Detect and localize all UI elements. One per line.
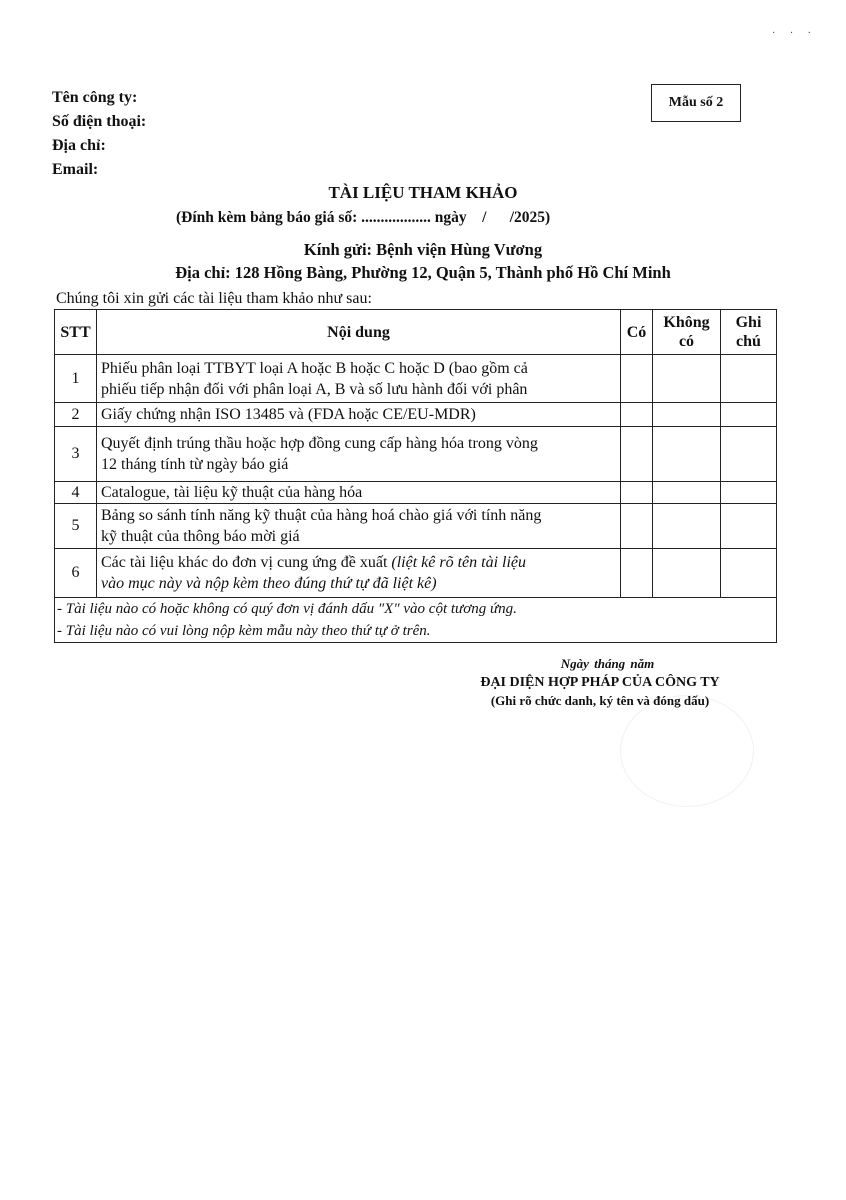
yes-checkbox-cell[interactable] [621, 427, 653, 482]
row-stt: 5 [55, 504, 97, 549]
note-cell[interactable] [721, 427, 777, 482]
header-content: Nội dung [97, 310, 621, 355]
header-yes: Có [621, 310, 653, 355]
yes-checkbox-cell[interactable] [621, 549, 653, 598]
row-content [97, 504, 621, 549]
table-row [55, 482, 777, 504]
table-note-row [55, 598, 777, 621]
intro-text: Chúng tôi xin gửi các tài liệu tham khảo như sau: [56, 290, 372, 307]
row-stt: 3 [55, 427, 97, 482]
no-checkbox-cell[interactable] [653, 549, 721, 598]
header-no-line2: có [678, 333, 695, 350]
scan-corner-marks: · · · [772, 28, 817, 39]
no-checkbox-cell[interactable] [653, 427, 721, 482]
table-note-2: - Tài liệu nào có vui lòng nộp kèm mẫu này theo thứ tự ở trên. [55, 620, 777, 643]
row-content-line1: Bảng so sánh tính năng kỹ thuật của hàng hoá chào giá với tính năng [101, 507, 542, 524]
yes-checkbox-cell[interactable] [621, 482, 653, 504]
company-name-label: Tên công ty: [52, 89, 138, 106]
row-content [97, 482, 621, 504]
company-phone-label: Số điện thoại: [52, 113, 147, 130]
header-no [653, 310, 721, 355]
company-address-label: Địa chỉ: [52, 137, 106, 154]
attachment-reference-line: (Đính kèm bảng báo giá số: .................. ngày / /2025) [176, 209, 551, 226]
note-cell[interactable] [721, 482, 777, 504]
no-checkbox-cell[interactable] [653, 482, 721, 504]
table-row [55, 549, 777, 598]
table-row [55, 504, 777, 549]
yes-checkbox-cell[interactable] [621, 355, 653, 403]
no-checkbox-cell[interactable] [653, 355, 721, 403]
signature-block [410, 656, 790, 709]
form-code-box: Mẫu số 2 [651, 84, 741, 122]
row-stt: 1 [55, 355, 97, 403]
table-row [55, 355, 777, 403]
note-cell[interactable] [721, 504, 777, 549]
yes-checkbox-cell[interactable] [621, 403, 653, 427]
row-stt: 6 [55, 549, 97, 598]
row-content-line1-plain: Các tài liệu khác do đơn vị cung ứng đề xuất [101, 554, 392, 571]
row-content-line2: phiếu tiếp nhận đối với phân loại A, B và số lưu hành đối với phân [101, 380, 528, 398]
company-email-label: Email: [52, 161, 99, 178]
note-cell[interactable] [721, 549, 777, 598]
row-stt: 2 [55, 403, 97, 427]
row-content-line1-italic: (liệt kê rõ tên tài liệu [391, 554, 527, 571]
row-content-line1: Catalogue, tài liệu kỹ thuật của hàng hóa [101, 484, 363, 501]
no-checkbox-cell[interactable] [653, 504, 721, 549]
row-content [97, 355, 621, 403]
note-cell[interactable] [721, 403, 777, 427]
signature-date-line: Ngày tháng năm [560, 656, 655, 671]
documents-table [54, 309, 777, 643]
recipient-line: Kính gửi: Bệnh viện Hùng Vương [303, 240, 543, 259]
row-content [97, 427, 621, 482]
signature-subtitle: (Ghi rõ chức danh, ký tên và đóng dấu) [490, 693, 710, 708]
header-note-line2: chú [736, 333, 761, 350]
note-cell[interactable] [721, 355, 777, 403]
company-info-block [52, 86, 146, 182]
table-header-row [55, 310, 777, 355]
row-content-line2: 12 tháng tính từ ngày báo giá [101, 456, 289, 473]
row-content-line2-italic: vào mục này và nộp kèm theo đúng thứ tự đã liệt kê) [101, 575, 437, 592]
row-content-line1: Phiếu phân loại TTBYT loại A hoặc B hoặc C hoặc D (bao gồm cả [101, 359, 528, 377]
header-note [721, 310, 777, 355]
row-content [97, 403, 621, 427]
table-row [55, 403, 777, 427]
header-note-line1: Ghi [735, 314, 762, 331]
no-checkbox-cell[interactable] [653, 403, 721, 427]
row-content-line2: kỹ thuật của thông báo mời giá [101, 528, 300, 545]
document-title: TÀI LIỆU THAM KHẢO [328, 183, 518, 202]
row-content-line1: Quyết định trúng thầu hoặc hợp đồng cung cấp hàng hóa trong vòng [101, 435, 538, 452]
table-note-row [55, 620, 777, 643]
signature-title: ĐẠI DIỆN HỢP PHÁP CỦA CÔNG TY [480, 675, 720, 690]
row-content-line1: Giấy chứng nhận ISO 13485 và (FDA hoặc CE/EU-MDR) [101, 406, 476, 423]
table-note-1: - Tài liệu nào có hoặc không có quý đơn vị đánh dấu "X" vào cột tương ứng. [55, 598, 777, 621]
table-row [55, 427, 777, 482]
recipient-address-line: Địa chỉ: 128 Hồng Bàng, Phường 12, Quận 5, Thành phố Hồ Chí Minh [175, 263, 671, 282]
yes-checkbox-cell[interactable] [621, 504, 653, 549]
row-stt: 4 [55, 482, 97, 504]
header-stt: STT [55, 310, 97, 355]
row-content [97, 549, 621, 598]
faint-stamp-mark [620, 695, 754, 807]
header-no-line1: Không [663, 314, 710, 331]
